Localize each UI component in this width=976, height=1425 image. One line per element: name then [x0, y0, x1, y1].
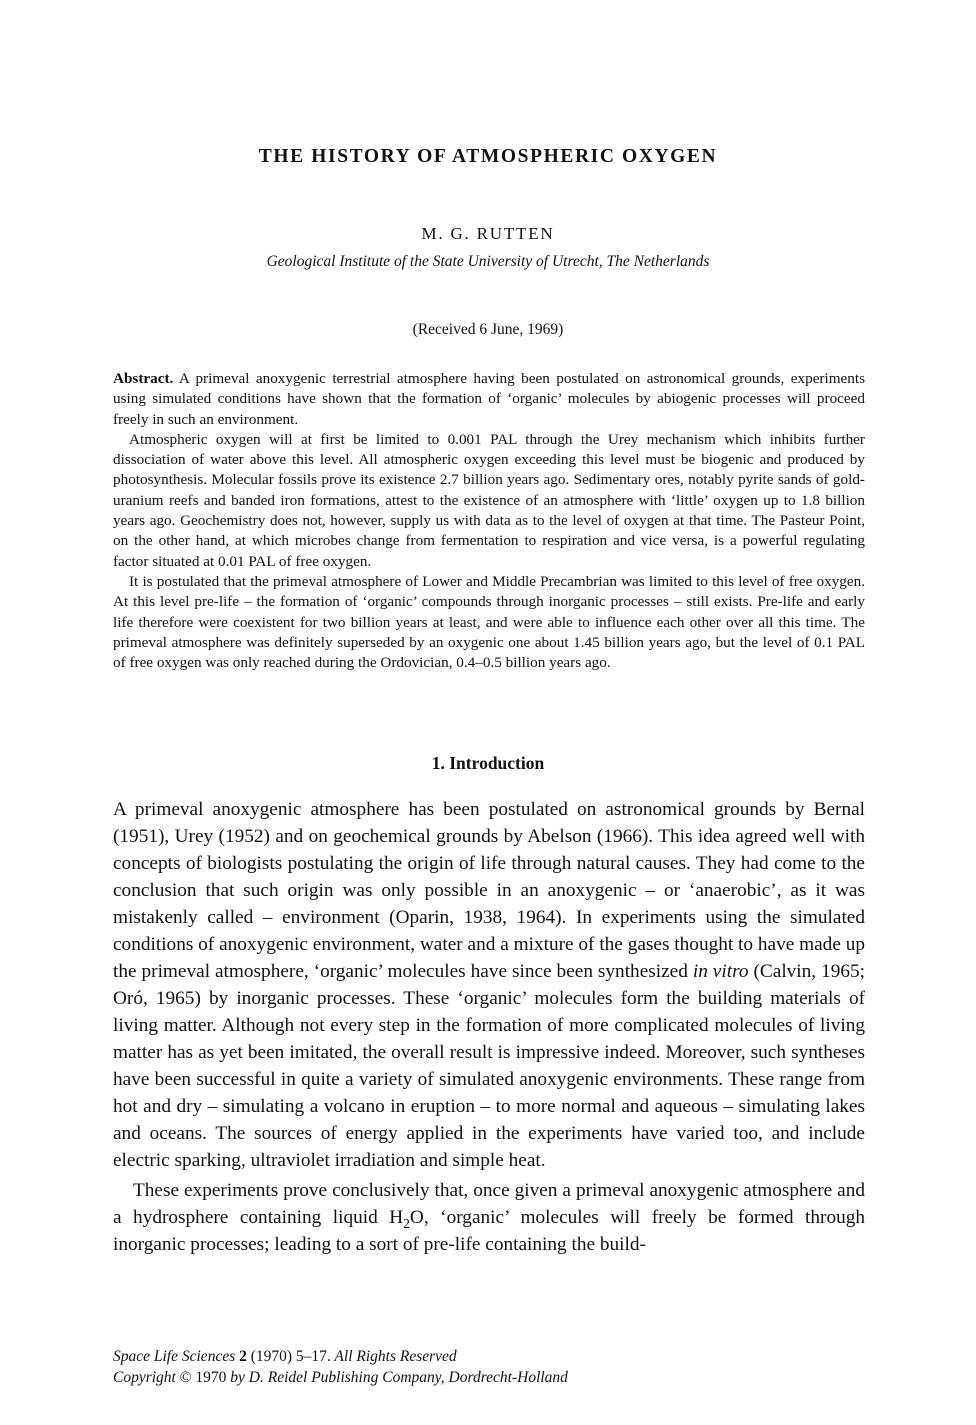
copyright-symbol: ©	[179, 1369, 192, 1386]
paper-title: THE HISTORY OF ATMOSPHERIC OXYGEN	[258, 146, 718, 167]
introduction-p2-text-a: These experiments prove conclusively that, once given a primeval anoxygenic atmosphere and a hydrosphere containing liquid H	[113, 1180, 865, 1228]
footer-copyright-label: Copyright	[113, 1369, 176, 1386]
introduction-p1-text-a: A primeval anoxygenic atmosphere has been postulated on astronomical grounds by Bernal (1951), Urey (1952) and on geochemical grounds by Abelson (1966). This idea agreed well with concepts of biologists postulating the origin of life through natural causes. They had come to the conclusion that such origin was only possible in an anoxygenic – or ‘anaerobic’, as it was mistakenly called – environment (Oparin, 1938, 1964). In experiments using the simulated conditions of anoxygenic environment, water and a mixture of the gases thought to have made up the primeval atmosphere, ‘organic’ molecules have since been synthesized	[113, 799, 865, 982]
received-date: (Received 6 June, 1969)	[412, 321, 564, 338]
footer-copyright-year: 1970	[195, 1369, 227, 1386]
introduction-p2-text-b: O, ‘organic’ molecules will freely be formed through inorganic processes; leading to a sort of pre-life containing the build-	[113, 1207, 866, 1255]
footer-copyright	[113, 1367, 865, 1388]
abstract-label: Abstract.	[113, 370, 174, 387]
footer-year-pages: (1970) 5–17.	[250, 1348, 331, 1365]
page-footer	[113, 1346, 865, 1388]
footer-journal: Space Life Sciences	[113, 1348, 236, 1365]
footer-publisher: by D. Reidel Publishing Company, Dordrecht-Holland	[230, 1369, 568, 1386]
introduction-p2-subscript: 2	[403, 1215, 410, 1231]
introduction-paragraph-1	[113, 796, 865, 1174]
abstract	[113, 369, 865, 673]
introduction-paragraph-2	[113, 1177, 865, 1258]
footer-rights: All Rights Reserved	[334, 1348, 457, 1365]
abstract-paragraph-3: It is postulated that the primeval atmosphere of Lower and Middle Precambrian was limited to this level of free oxygen. At this level pre-life – the formation of ‘organic’ compounds through inorganic processes – still exists. Pre-life and early life therefore were coexistent for two billion years at least, and were able to influence each other over all this time. The primeval atmosphere was definitely superseded by an oxygenic one about 1.45 billion years ago, but the level of 0.1 PAL of free oxygen was only reached during the Ordovician, 0.4–0.5 billion years ago.	[113, 572, 865, 672]
footer-citation	[113, 1346, 865, 1367]
introduction-p1-text-b: (Calvin, 1965; Oró, 1965) by inorganic processes. These ‘organic’ molecules form the building materials of living matter. Although not every step in the formation of more complicated molecules of living matter has as yet been imitated, the overall result is impressive indeed. Moreover, such syntheses have been successful in quite a variety of simulated anoxygenic environments. These range from hot and dry – simulating a volcano in eruption – to more normal and aqueous – simulating lakes and oceans. The sources of energy applied in the experiments have varied too, and include electric sparking, ultraviolet irradiation and simple heat.	[113, 961, 866, 1171]
abstract-paragraph-1	[113, 369, 865, 430]
introduction-p1-italic: in vitro	[692, 961, 749, 982]
author-affiliation: Geological Institute of the State University of Utrecht, The Netherlands	[266, 253, 710, 270]
section-heading-introduction: 1. Introduction	[431, 753, 545, 773]
footer-volume: 2	[239, 1348, 247, 1365]
abstract-paragraph-2: Atmospheric oxygen will at first be limited to 0.001 PAL through the Urey mechanism which inhibits further dissociation of water above this level. All atmospheric oxygen exceeding this level must be biogenic and produced by photosynthesis. Molecular fossils prove its existence 2.7 billion years ago. Sedimentary ores, notably pyrite sands of gold-uranium reefs and banded iron formations, attest to the existence of an atmosphere with ‘little’ oxygen up to 1.8 billion years ago. Geochemistry does not, however, supply us with data as to the level of oxygen at that time. The Pasteur Point, on the other hand, at which microbes change from fermentation to respiration and vice versa, is a powerful regulating factor situated at 0.01 PAL of free oxygen.	[113, 430, 865, 570]
author-name: M. G. RUTTEN	[421, 224, 555, 243]
abstract-text-1: A primeval anoxygenic terrestrial atmosphere having been postulated on astronomical grounds, experiments using simulated conditions have shown that the formation of ‘organic’ molecules by abiogenic processes will proceed freely in such an environment.	[113, 370, 865, 428]
introduction-body	[113, 796, 865, 1258]
